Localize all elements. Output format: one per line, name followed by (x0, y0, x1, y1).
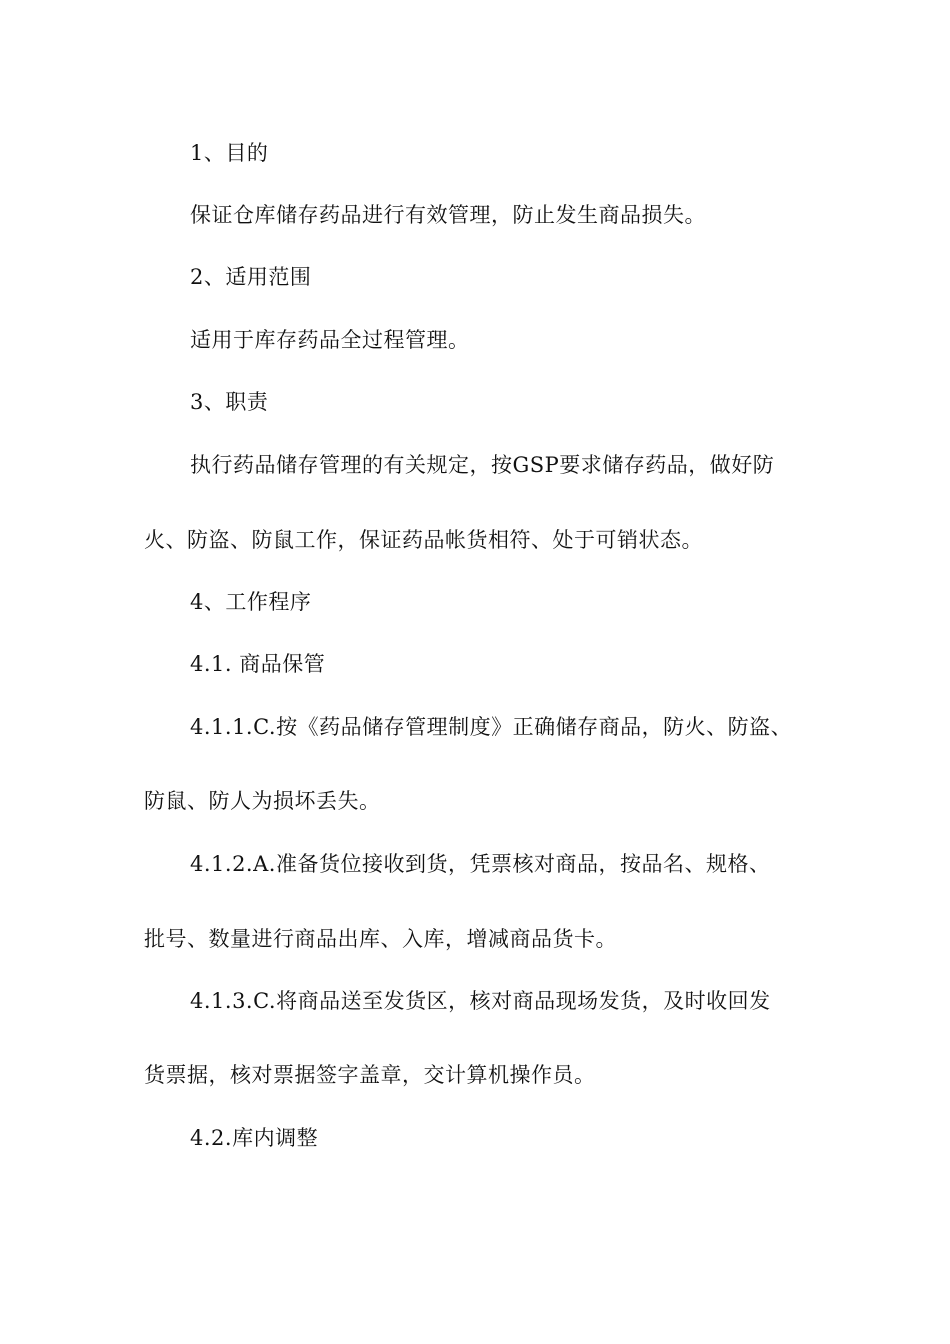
section-1-body: 保证仓库储存药品进行有效管理，防止发生商品损失。 (190, 203, 706, 227)
section-3-body-line-1: 执行药品储存管理的有关规定，按GSP要求储存药品，做好防 (190, 453, 775, 477)
item-4-1-2-line-2: 批号、数量进行商品出库、入库，增减商品货卡。 (144, 927, 617, 951)
item-4-1-1-line-1: 4.1.1.C.按《药品储存管理制度》正确储存商品，防火、防盗、 (190, 715, 793, 739)
item-4-1-1-line-2: 防鼠、防人为损坏丢失。 (144, 789, 381, 813)
subsection-4-2-heading: 4.2.库内调整 (190, 1126, 319, 1150)
section-3-body-line-2: 火、防盗、防鼠工作，保证药品帐货相符、处于可销状态。 (144, 528, 703, 552)
section-4-heading: 4、工作程序 (190, 590, 312, 614)
section-2-body: 适用于库存药品全过程管理。 (190, 328, 470, 352)
item-4-1-3-line-2: 货票据，核对票据签字盖章，交计算机操作员。 (144, 1063, 596, 1087)
section-1-heading: 1、目的 (190, 141, 269, 165)
item-4-1-3-line-1: 4.1.3.C.将商品送至发货区，核对商品现场发货，及时收回发 (190, 989, 771, 1013)
item-4-1-2-line-1: 4.1.2.A.准备货位接收到货，凭票核对商品，按品名、规格、 (190, 852, 771, 876)
section-3-heading: 3、职责 (190, 390, 269, 414)
subsection-4-1-heading: 4.1. 商品保管 (190, 652, 326, 676)
section-2-heading: 2、适用范围 (190, 265, 312, 289)
